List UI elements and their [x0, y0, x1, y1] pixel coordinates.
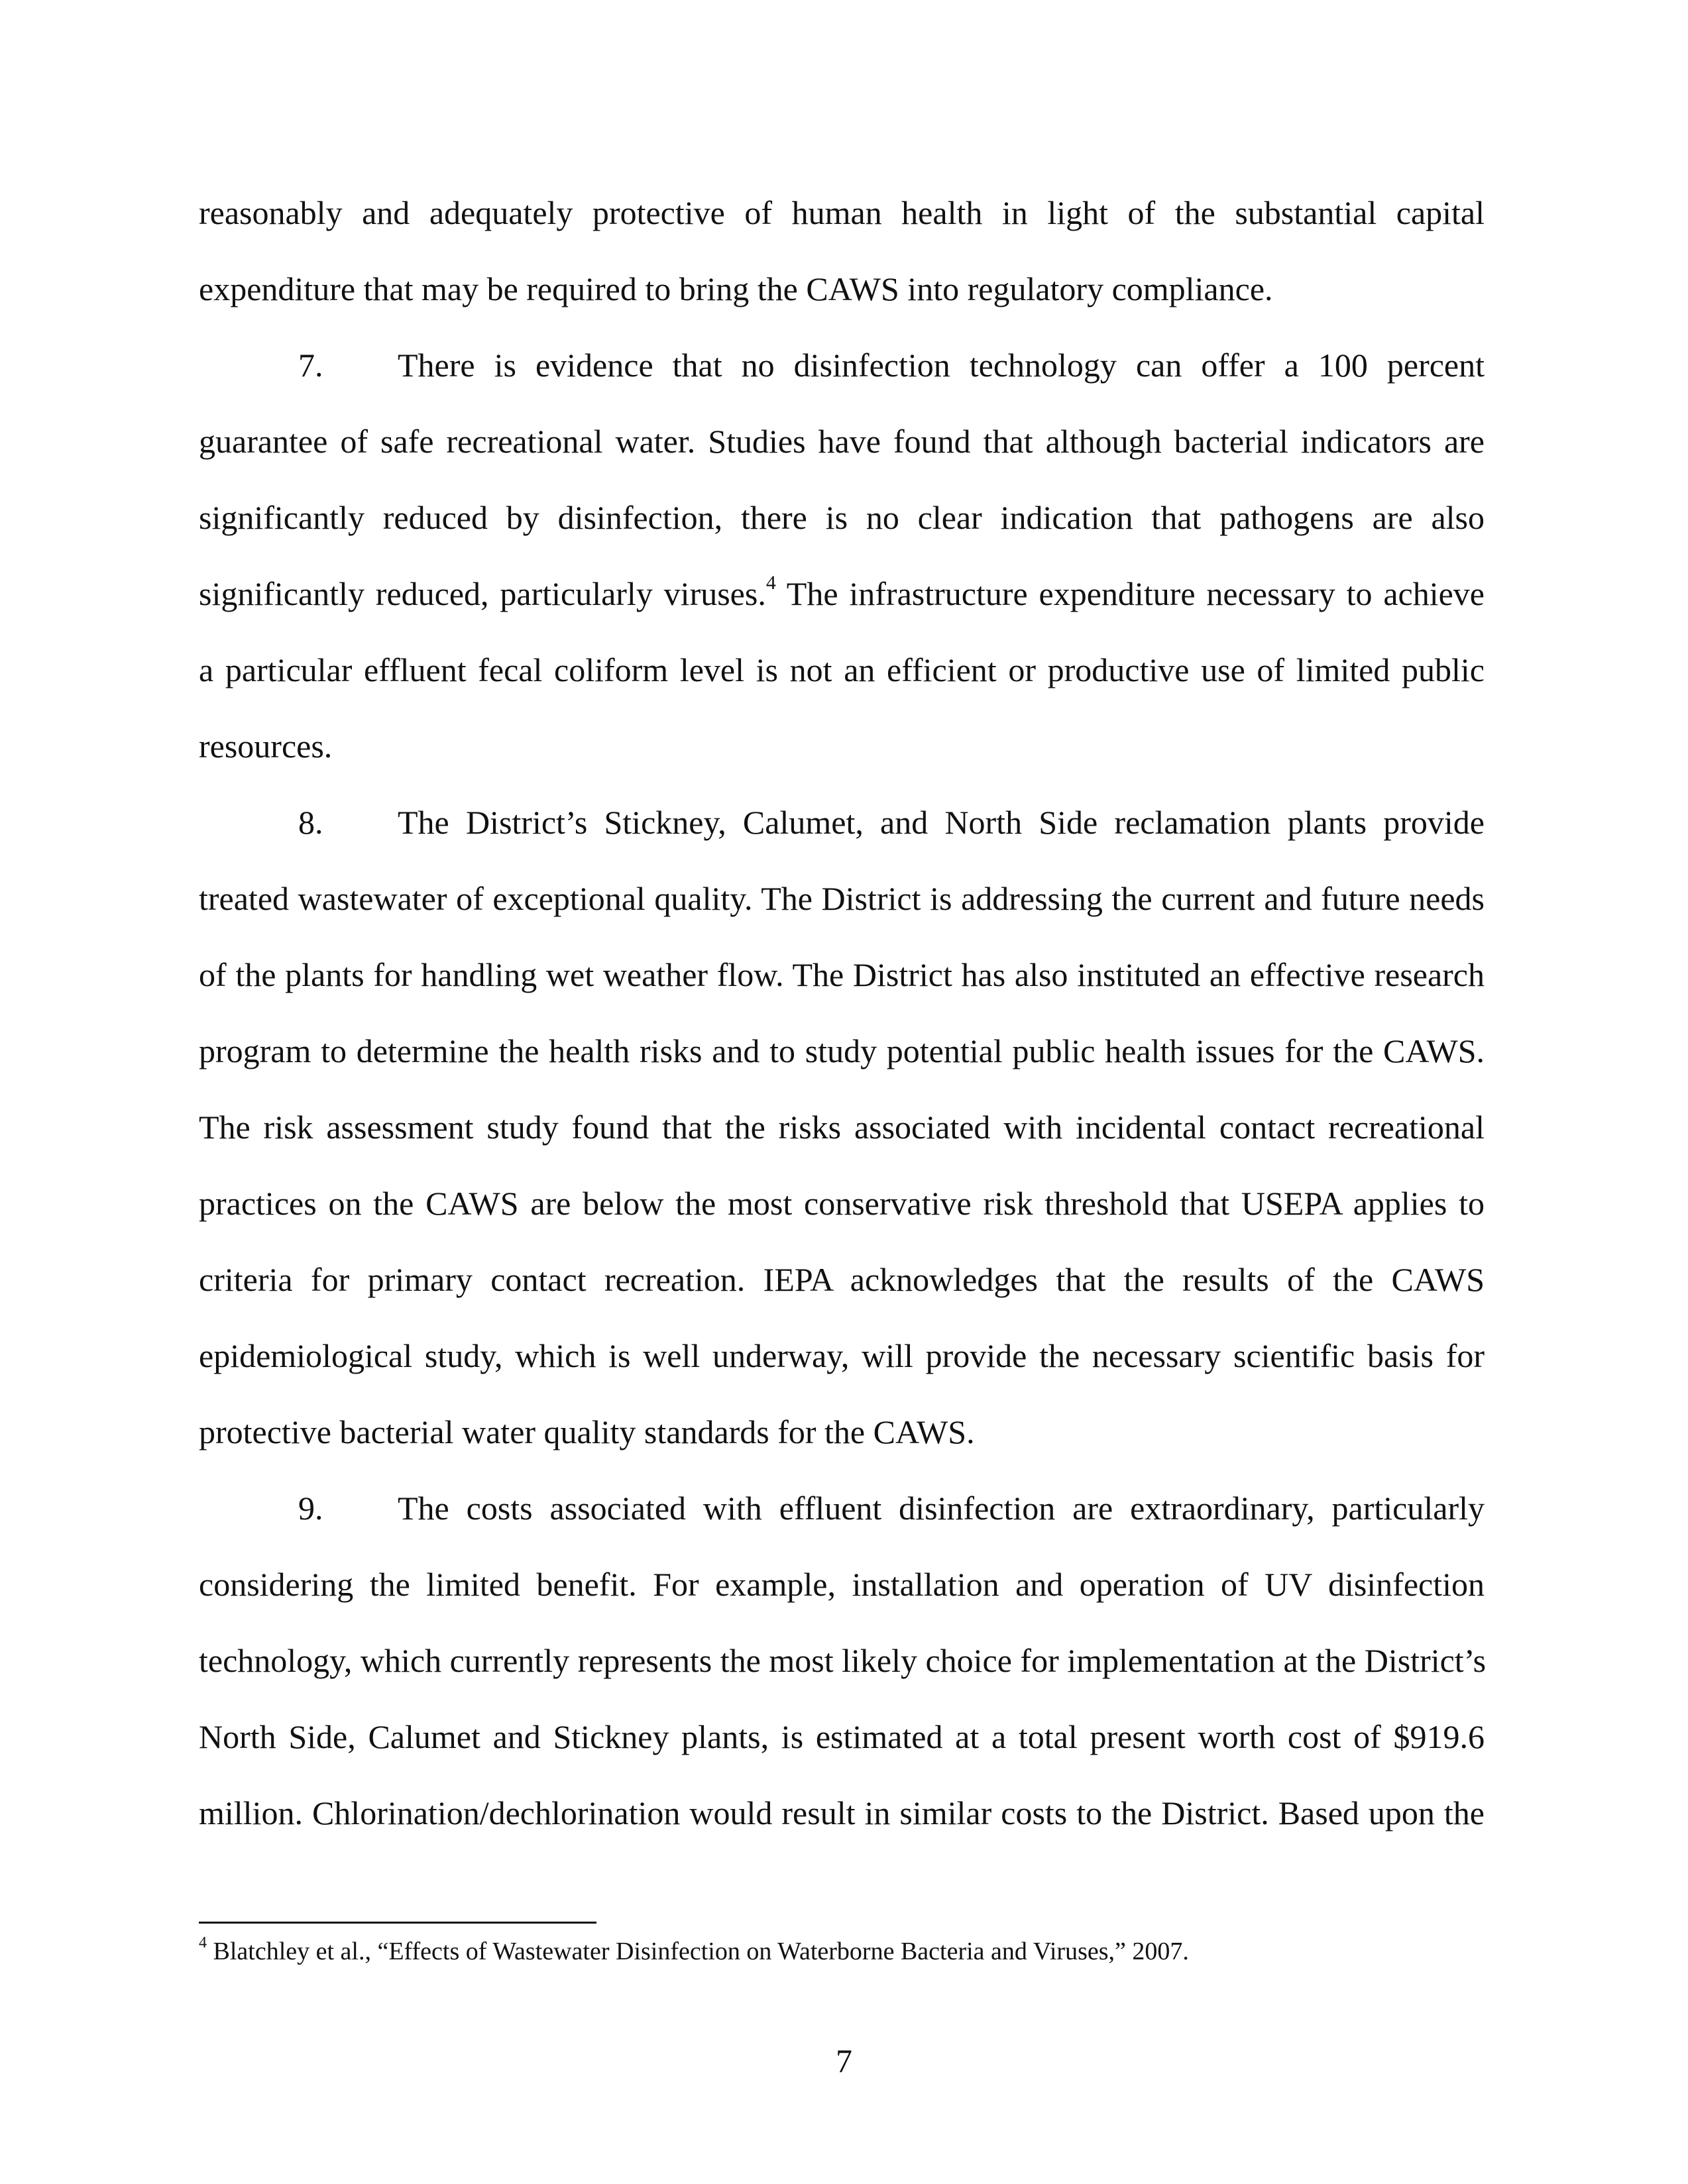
text-line: guarantee of safe recreational water. Studies have found that although bacterial indicators are [199, 423, 1485, 460]
text-line: a particular effluent fecal coliform level is not an efficient or productive use of limited public [199, 651, 1485, 688]
page-number: 7 [836, 2042, 852, 2079]
footnote-text: Blatchley et al., “Effects of Wastewater Disinfection on Waterborne Bacteria and Viruses,” 2007. [207, 1938, 1189, 1965]
text-line: considering the limited benefit. For example, installation and operation of UV disinfection [199, 1566, 1485, 1603]
paragraph-8-first-line [199, 798, 1485, 875]
text-span: There is evidence that no disinfection technology can offer a 100 percent [398, 347, 1485, 384]
footnote [199, 1932, 1485, 1971]
footnote-divider [199, 1922, 596, 1924]
text-line: technology, which currently represents the most likely choice for implementation at the District’s [199, 1642, 1487, 1679]
text-line: criteria for primary contact recreation. IEPA acknowledges that the results of the CAWS [199, 1261, 1485, 1298]
footnote-marker: 4 [199, 1934, 207, 1952]
body-text [199, 189, 1485, 1865]
text-line: reasonably and adequately protective of human health in light of the substantial capital [199, 194, 1485, 231]
text-line: program to determine the health risks and to study potential public health issues for the CAWS. [199, 1032, 1485, 1069]
text-line: The risk assessment study found that the risks associated with incidental contact recreational [199, 1109, 1485, 1146]
text-line: significantly reduced by disinfection, there is no clear indication that pathogens are also [199, 499, 1485, 536]
text-line: resources. [199, 728, 333, 765]
paragraph-9-first-line [199, 1484, 1485, 1560]
text-line: of the plants for handling wet weather flow. The District has also instituted an effective research [199, 956, 1485, 993]
paragraph-number: 9. [298, 1490, 323, 1527]
text-span: The infrastructure expenditure necessary to achieve [775, 575, 1485, 612]
text-span: The District’s Stickney, Calumet, and North Side reclamation plants provide [398, 804, 1485, 841]
text-line: million. Chlorination/dechlorination would result in similar costs to the District. Based upon the [199, 1794, 1485, 1831]
paragraph-number: 8. [298, 804, 323, 841]
text-line: practices on the CAWS are below the most conservative risk threshold that USEPA applies to [199, 1185, 1485, 1222]
text-span: significantly reduced, particularly viruses. [199, 575, 766, 612]
text-span: The costs associated with effluent disinfection are extraordinary, particularly [398, 1490, 1485, 1527]
text-line: epidemiological study, which is well underway, will provide the necessary scientific basis for [199, 1337, 1485, 1374]
text-line: expenditure that may be required to bring the CAWS into regulatory compliance. [199, 270, 1273, 307]
paragraph-7-first-line [199, 341, 1485, 417]
text-line-with-footnote-ref [199, 570, 1485, 646]
text-line: treated wastewater of exceptional quality. The District is addressing the current and future needs [199, 880, 1485, 917]
text-line: North Side, Calumet and Stickney plants, is estimated at a total present worth cost of $919.6 [199, 1718, 1485, 1755]
footnote-reference[interactable]: 4 [765, 572, 776, 594]
paragraph-number: 7. [298, 347, 323, 384]
text-line: protective bacterial water quality standards for the CAWS. [199, 1413, 975, 1450]
